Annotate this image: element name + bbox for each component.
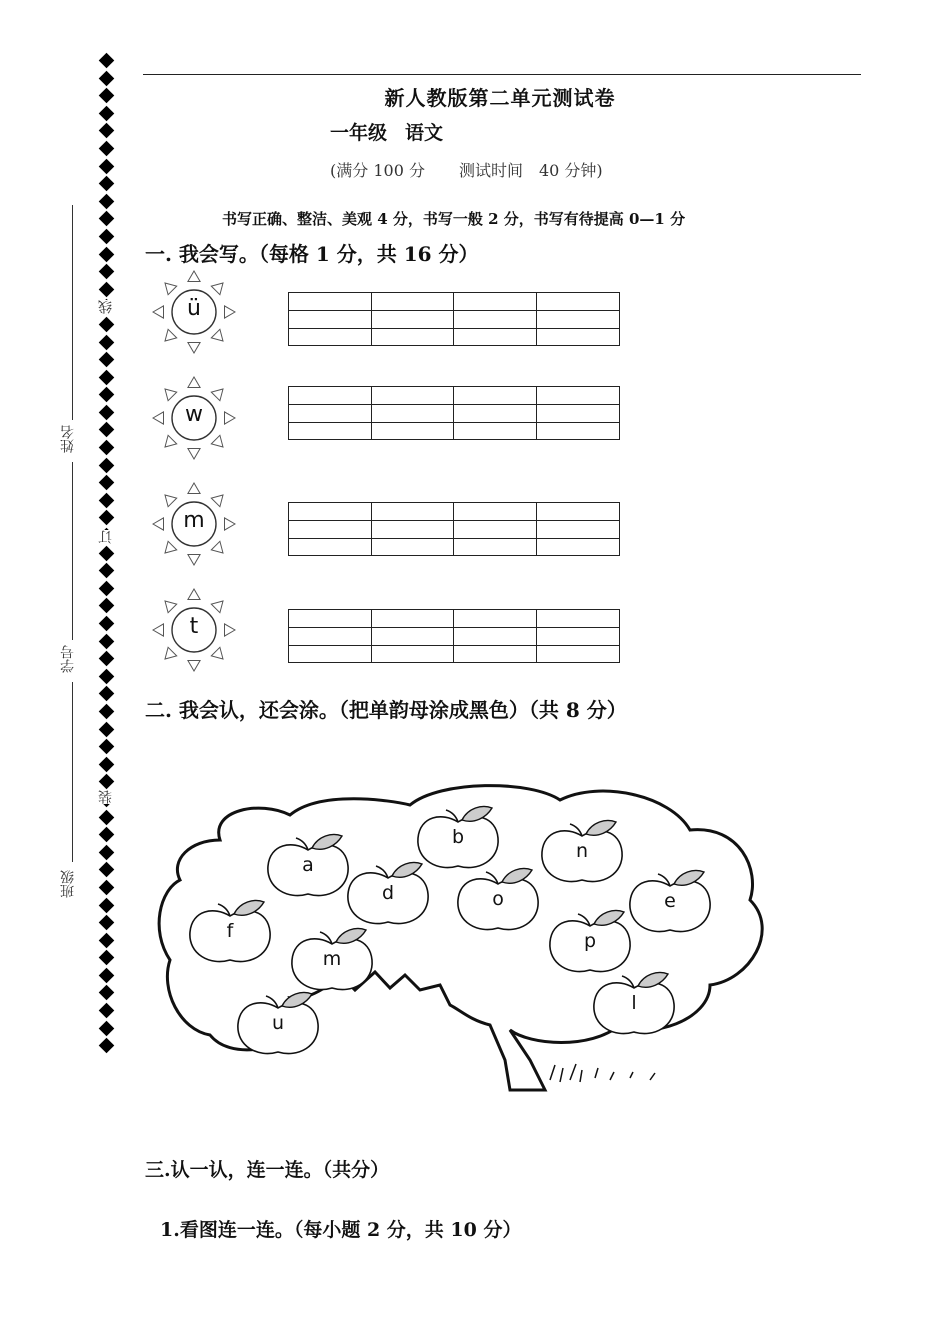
binding-diamond-border	[98, 55, 116, 1058]
writing-grid-4[interactable]	[288, 609, 620, 663]
diamond-mark	[99, 457, 115, 473]
number-field-line	[72, 462, 73, 640]
header-rule	[143, 74, 861, 75]
diamond-mark	[99, 88, 115, 104]
diamond-mark	[99, 880, 115, 896]
binding-char-bind: 订	[98, 530, 114, 544]
apple-item[interactable]	[624, 868, 716, 938]
sun-letter-3	[152, 482, 236, 570]
diamond-mark	[99, 598, 115, 614]
apple-letter: b	[451, 826, 465, 848]
apple-letter: l	[631, 992, 637, 1014]
diamond-mark	[99, 827, 115, 843]
subject-label: 语文	[405, 122, 444, 144]
apple-letter: f	[226, 920, 234, 942]
diamond-mark	[99, 950, 115, 966]
diamond-mark	[99, 281, 115, 297]
section3-subquestion-1: 1.看图连一连。（每小题 2 分，共 10 分）	[160, 1219, 522, 1241]
diamond-mark	[99, 985, 115, 1001]
apple-letter: u	[271, 1012, 285, 1034]
diamond-mark	[99, 545, 115, 561]
number-label: 学号	[60, 645, 76, 673]
apple-letter: a	[302, 854, 314, 876]
diamond-mark	[99, 809, 115, 825]
apple-item[interactable]	[452, 866, 544, 936]
score-info: (满分 100 分	[330, 161, 425, 180]
diamond-mark	[99, 246, 115, 262]
diamond-mark	[99, 739, 115, 755]
diamond-mark	[99, 721, 115, 737]
diamond-mark	[99, 616, 115, 632]
apple-item[interactable]	[342, 860, 434, 930]
diamond-mark	[99, 70, 115, 86]
diamond-mark	[99, 968, 115, 984]
diamond-mark	[99, 774, 115, 790]
sun-letter-2	[152, 376, 236, 464]
time-info: 测试时间 40 分钟)	[458, 161, 603, 180]
apple-item[interactable]	[262, 832, 354, 902]
diamond-mark	[99, 563, 115, 579]
sun-letter: ü	[187, 296, 201, 321]
binding-char-fold: 装	[98, 790, 114, 804]
apple-letter: d	[381, 882, 395, 904]
apple-letter: p	[583, 930, 597, 952]
diamond-mark	[99, 1038, 115, 1054]
diamond-mark	[99, 211, 115, 227]
grade-label: 一年级	[330, 122, 388, 144]
diamond-mark	[99, 493, 115, 509]
diamond-mark	[99, 897, 115, 913]
diamond-mark	[99, 669, 115, 685]
diamond-mark	[99, 440, 115, 456]
apple-item[interactable]	[544, 908, 636, 978]
diamond-mark	[99, 1003, 115, 1019]
diamond-mark	[99, 123, 115, 139]
diamond-mark	[99, 387, 115, 403]
apple-letter: n	[575, 840, 589, 862]
section2-title: 二. 我会认，还会涂。（把单韵母涂成黑色）（共 8 分）	[145, 698, 627, 722]
diamond-mark	[99, 193, 115, 209]
diamond-mark	[99, 651, 115, 667]
diamond-mark	[99, 756, 115, 772]
diamond-mark	[99, 932, 115, 948]
diamond-mark	[99, 352, 115, 368]
class-field-line	[72, 682, 73, 862]
diamond-mark	[99, 176, 115, 192]
sun-letter: m	[183, 508, 205, 533]
diamond-mark	[99, 704, 115, 720]
writing-score-note: 书写正确、整洁、美观 4 分，书写一般 2 分，书写有待提高 0—1 分	[222, 210, 686, 228]
diamond-mark	[99, 862, 115, 878]
apple-letter: e	[664, 890, 676, 912]
diamond-mark	[99, 53, 115, 69]
diamond-mark	[99, 264, 115, 280]
page-title: 新人教版第二单元测试卷	[384, 86, 616, 110]
diamond-mark	[99, 510, 115, 526]
diamond-mark	[99, 141, 115, 157]
diamond-mark	[99, 229, 115, 245]
exam-info	[330, 158, 603, 181]
diamond-mark	[99, 844, 115, 860]
apple-letter: o	[492, 888, 504, 910]
apple-item[interactable]	[588, 970, 680, 1040]
sun-letter-1	[152, 270, 236, 358]
apple-item[interactable]	[232, 990, 324, 1060]
name-field-line	[72, 205, 73, 420]
diamond-mark	[99, 106, 115, 122]
name-label: 姓名	[60, 425, 76, 453]
diamond-mark	[99, 334, 115, 350]
diamond-mark	[99, 405, 115, 421]
diamond-mark	[99, 369, 115, 385]
apple-item[interactable]	[286, 926, 378, 996]
apple-item[interactable]	[184, 898, 276, 968]
diamond-mark	[99, 317, 115, 333]
diamond-mark	[99, 475, 115, 491]
class-label: 班级	[60, 870, 76, 898]
diamond-mark	[99, 633, 115, 649]
apple-letter: m	[322, 948, 342, 970]
sun-letter: t	[189, 614, 199, 639]
diamond-mark	[99, 581, 115, 597]
diamond-mark	[99, 1020, 115, 1036]
sun-letter-4	[152, 588, 236, 676]
diamond-mark	[99, 686, 115, 702]
apple-item[interactable]	[536, 818, 628, 888]
diamond-mark	[99, 915, 115, 931]
sun-letter: w	[185, 402, 203, 427]
writing-grid-1[interactable]	[288, 292, 620, 346]
writing-grid-3[interactable]	[288, 502, 620, 556]
binding-char-line: 线	[98, 300, 114, 314]
section1-title: 一. 我会写。（每格 1 分，共 16 分）	[145, 242, 479, 266]
diamond-mark	[99, 158, 115, 174]
writing-grid-2[interactable]	[288, 386, 620, 440]
diamond-mark	[99, 422, 115, 438]
section3-title: 三.认一认，连一连。（共分）	[145, 1159, 390, 1181]
grade-subject	[330, 118, 443, 145]
